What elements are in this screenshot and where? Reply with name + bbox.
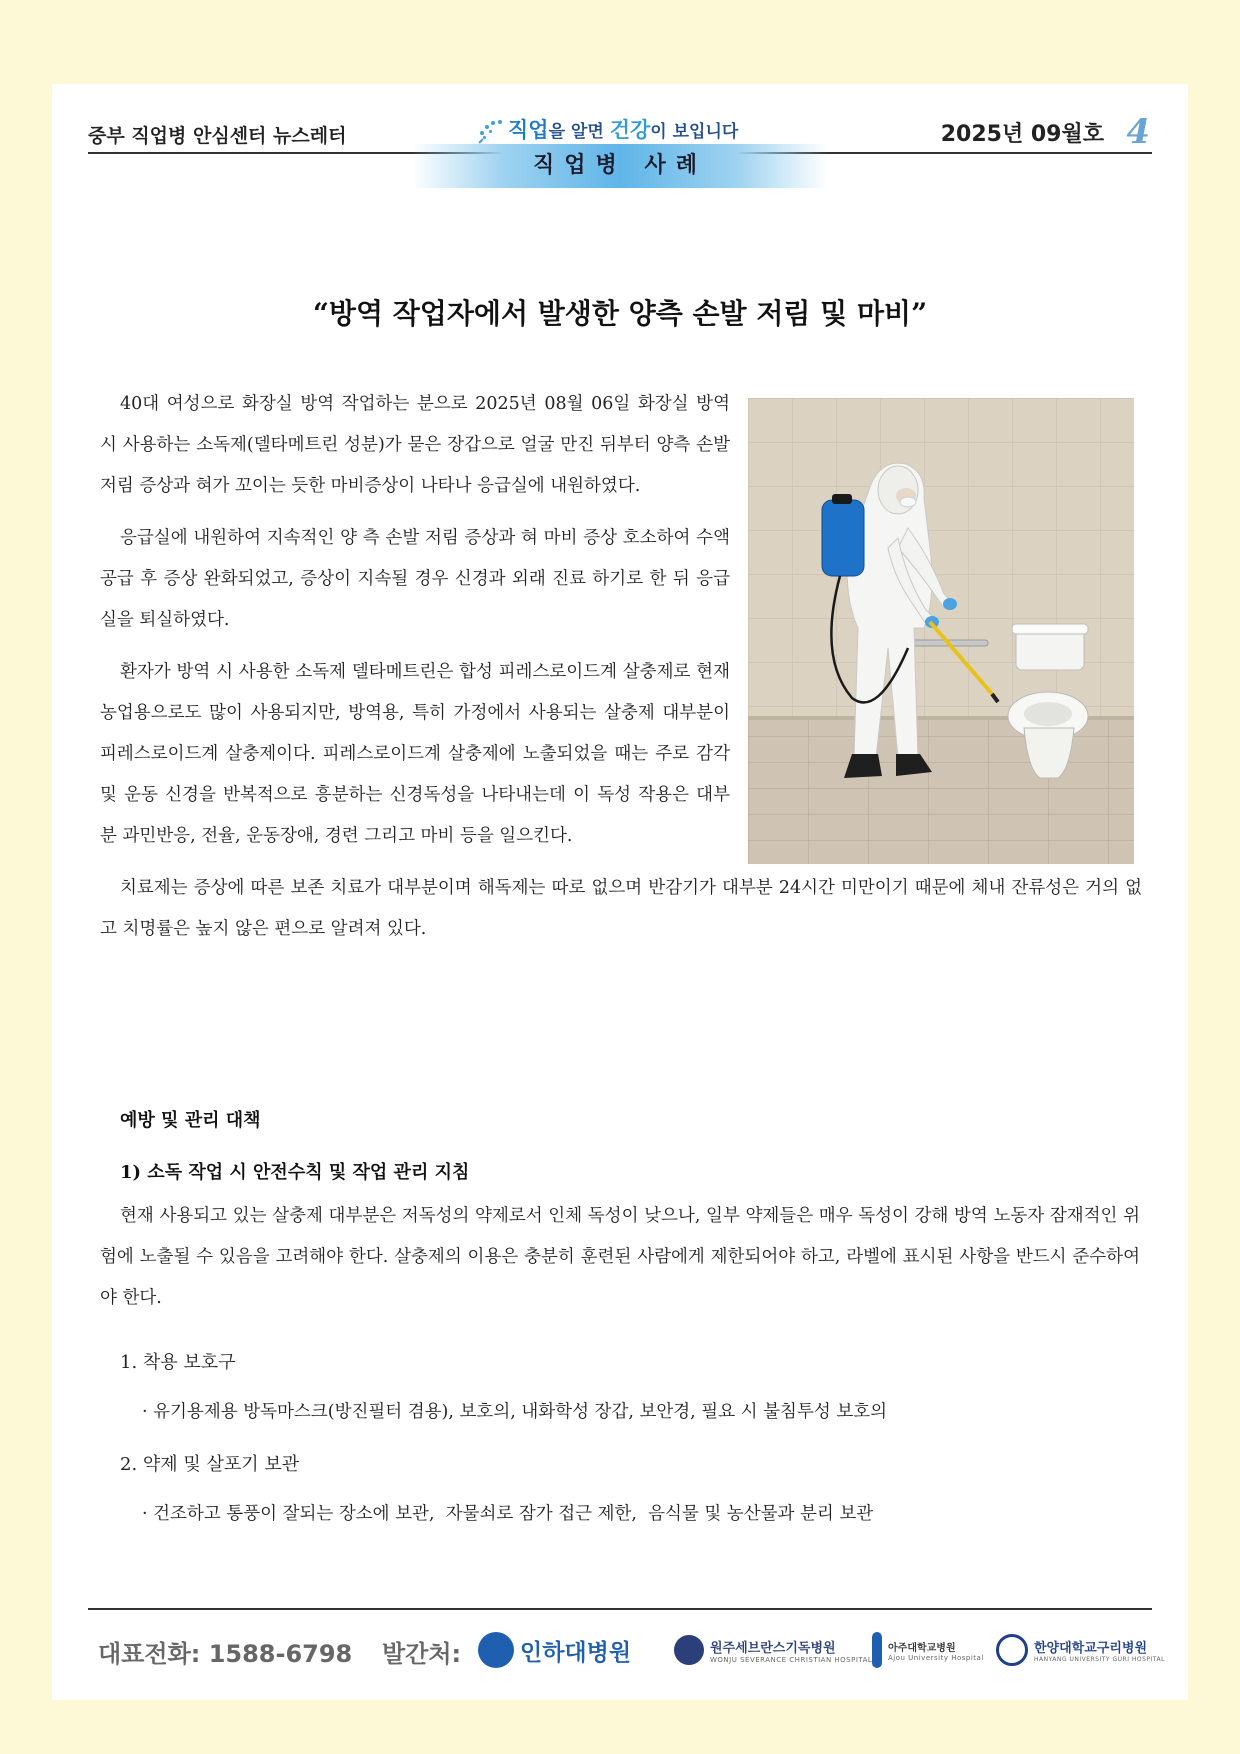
hospital-english-name: WONJU SEVERANCE CHRISTIAN HOSPITAL bbox=[710, 1655, 873, 1664]
slogan-part-2: 을 알면 bbox=[548, 122, 610, 142]
item2-detail: · 건조하고 통풍이 잘되는 장소에 보관, 자물쇠로 잠가 접근 제한, 음식물 및 농산물과 분리 보관 bbox=[142, 1504, 874, 1524]
wonju-emblem-icon bbox=[674, 1635, 704, 1665]
page-footer bbox=[92, 1624, 1165, 1678]
inha-emblem-icon bbox=[478, 1632, 514, 1668]
inha-hospital-logo bbox=[478, 1628, 631, 1672]
wonju-severance-logo bbox=[674, 1628, 872, 1672]
item1-detail: · 유기용제용 방독마스크(방진필터 겸용), 보호의, 내화학성 장갑, 보안경, 필요 시 불침투성 보호의 bbox=[142, 1402, 888, 1422]
article-paragraph: 40대 여성으로 화장실 방역 작업하는 분으로 2025년 08월 06일 화장실 방역 시 사용하는 소독제(델타메트린 성분)가 묻은 장갑으로 얼굴 만진 뒤부터 양측 손발 저림 증상과 혀가 꼬이는 듯한 마비증상이 나타나 응급실에 내원하였다. bbox=[100, 394, 730, 496]
sparkle-icon bbox=[478, 117, 508, 143]
article-title: “방역 작업자에서 발생한 양측 손발 저림 및 마비” bbox=[312, 297, 928, 330]
newsletter-name: 중부 직업병 안심센터 뉴스레터 bbox=[88, 125, 347, 147]
item1-title: 1. 착용 보호구 bbox=[120, 1352, 236, 1373]
prevention-paragraph: 현재 사용되고 있는 살충제 대부분은 저독성의 약제로서 인체 독성이 낮으나, 일부 약제들은 매우 독성이 강해 방역 노동자 잠재적인 위험에 노출될 수 있음을 고려해야 한다. 살충제의 이용은 충분히 훈련된 사람에게 제한되어야 하고, 라벨에 표시된 사항을 반드시 준수하여야 한다. bbox=[100, 1206, 1140, 1308]
ajou-hospital-logo bbox=[872, 1628, 984, 1672]
hanyang-guri-logo bbox=[996, 1628, 1165, 1672]
hospital-name: 아주대학교병원 bbox=[888, 1642, 956, 1654]
item2-title: 2. 약제 및 살포기 보관 bbox=[120, 1454, 300, 1475]
newsletter-page bbox=[52, 84, 1188, 1700]
hospital-name: 원주세브란스기독병원 bbox=[710, 1640, 836, 1656]
slogan-part-3: 건강 bbox=[609, 118, 651, 142]
section-banner: 직업병 사례 bbox=[412, 144, 828, 188]
slogan-logo bbox=[478, 114, 738, 144]
hospital-name: 인하대병원 bbox=[520, 1639, 632, 1666]
article-paragraph: 응급실에 내원하여 지속적인 양 측 손발 저림 증상과 혀 마비 증상 호소하여 수액공급 후 증상 완화되었고, 증상이 지속될 경우 신경과 외래 진료 하기로 한 뒤 응급실을 퇴실하였다. bbox=[100, 528, 730, 630]
slogan-part-4: 이 보입니다 bbox=[650, 122, 739, 142]
disinfection-worker-photo bbox=[748, 398, 1134, 864]
hospital-name: 한양대학교구리병원 bbox=[1034, 1641, 1148, 1656]
photo-illustration bbox=[748, 398, 1134, 864]
prevention-subheading: 1) 소독 작업 시 안전수칙 및 작업 관리 지침 bbox=[120, 1162, 470, 1183]
publisher-label: 발간처: bbox=[382, 1640, 462, 1668]
article-paragraph: 치료제는 증상에 따른 보존 치료가 대부분이며 해독제는 따로 없으며 반감기가 대부분 24시간 미만이기 때문에 체내 잔류성은 거의 없고 치명률은 높지 않은 편으로 알려져 있다. bbox=[100, 878, 1142, 939]
article-paragraph: 환자가 방역 시 사용한 소독제 델타메트린은 합성 피레스로이드계 살충제로 현재 농업용으로도 많이 사용되지만, 방역용, 특히 가정에서 사용되는 살충제 대부분이 피레스로이드계 살충제이다. 피레스로이드계 살충제에 노출되었을 때는 주로 감각 및 운동 신경을 반복적으로 흥분하는 신경독성을 나타내는데 이 독성 작용은 대부분 과민반응, 전율, 운동장애, 경련 그리고 마비 등을 일으킨다. bbox=[100, 662, 730, 846]
hospital-english-name: HANYANG UNIVERSITY GURI HOSPITAL bbox=[1034, 1656, 1165, 1663]
page-number: 4 bbox=[1126, 112, 1150, 152]
issue-date: 2025년 09월호 bbox=[940, 122, 1104, 147]
hanyang-emblem-icon bbox=[996, 1634, 1028, 1666]
prevention-heading: 예방 및 관리 대책 bbox=[120, 1110, 261, 1131]
hospital-english-name: Ajou University Hospital bbox=[888, 1653, 984, 1662]
contact-phone: 대표전화: 1588-6798 bbox=[98, 1640, 353, 1668]
slogan-part-1: 직업 bbox=[508, 118, 549, 142]
footer-divider bbox=[88, 1608, 1152, 1610]
ajou-emblem-icon bbox=[872, 1632, 882, 1668]
